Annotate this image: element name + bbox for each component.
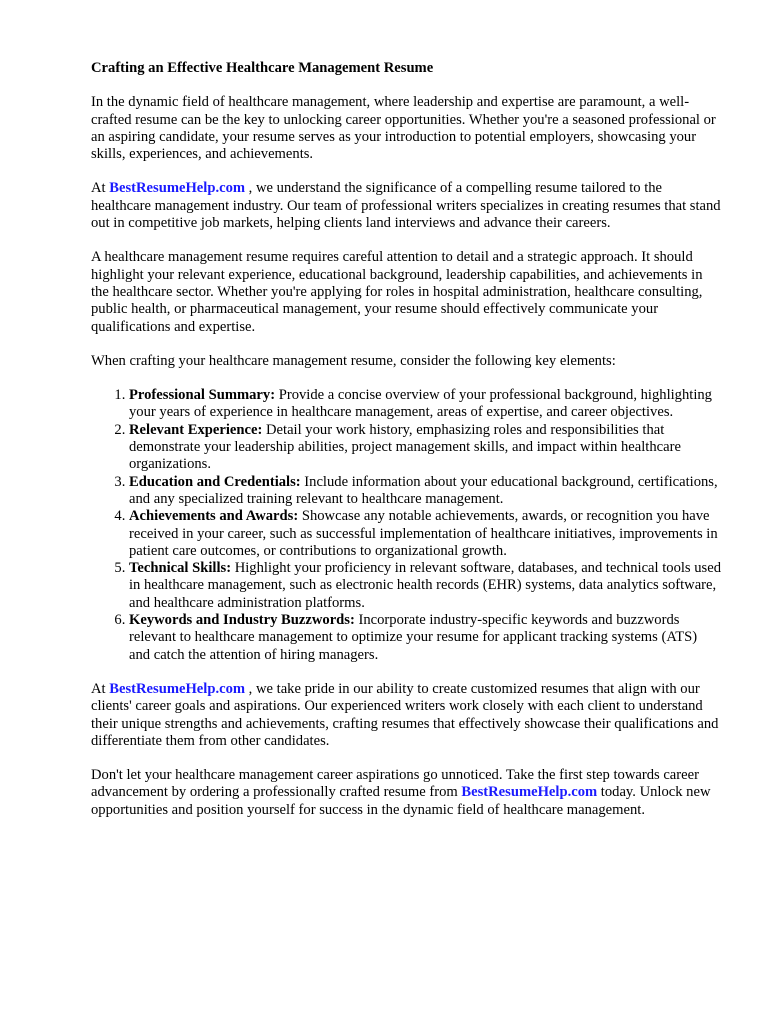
list-item-text: Showcase any notable achievements, awards, or recognition you have received in your career, such as successful implementation of healthcare initiatives, improvements in patient care outcomes, or contributions to organizational growth. (129, 508, 718, 559)
bestresumehelp-link[interactable]: BestResumeHelp.com (109, 180, 246, 197)
list-item-term: Education and Credentials: (129, 473, 301, 490)
list-item (129, 387, 721, 422)
list-item-term: Relevant Experience: (129, 421, 263, 438)
paragraph-closing (91, 767, 721, 819)
list-intro: When crafting your healthcare management resume, consider the following key elements: (91, 352, 616, 369)
list-item-term: Technical Skills: (129, 560, 232, 577)
list-item (129, 474, 721, 509)
paragraph-requirements: A healthcare management resume requires careful attention to detail and a strategic approach. It should highlight your relevant experience, educational background, leadership capabilities, and achievements in the healthcare sector. Whether you're applying for roles in hospital administration, healthcare consulting, public health, or pharmaceutical management, your resume should effectively communicate your qualifications and expertise. (91, 249, 703, 335)
bestresumehelp-link[interactable]: BestResumeHelp.com (109, 680, 246, 697)
list-item (129, 560, 721, 612)
paragraph-text: Don't let your healthcare management career aspirations go unnoticed. Take the first step towards career advancement by ordering a professionally crafted resume from (91, 767, 699, 801)
list-item (129, 508, 721, 560)
list-item-text: Incorporate industry-specific keywords and buzzwords relevant to healthcare management to optimize your resume for applicant tracking systems (ATS) and catch the attention of hiring managers. (129, 612, 698, 663)
paragraph-text: , we take pride in our ability to create customized resumes that align with our clients' career goals and aspirations. Our experienced writers work closely with each client to understand their unique strengths and achievements, crafting resumes that effectively showcase their qualifications and differentiate them from other candidates. (91, 680, 719, 749)
bestresumehelp-link[interactable]: BestResumeHelp.com (461, 784, 598, 801)
paragraph-prefix: At (91, 180, 110, 197)
list-item-text: Include information about your educational background, certifications, and any specialized training relevant to healthcare management. (129, 473, 718, 507)
paragraph-prefix: At (91, 680, 110, 697)
list-item (129, 422, 721, 474)
list-item-text: Provide a concise overview of your professional background, highlighting your years of experience in healthcare management, areas of expertise, and career objectives. (129, 387, 712, 421)
page-title: Crafting an Effective Healthcare Management Resume (91, 60, 434, 76)
list-item (129, 612, 721, 664)
list-item-term: Keywords and Industry Buzzwords: (129, 612, 355, 629)
list-item-text: Detail your work history, emphasizing roles and responsibilities that demonstrate your leadership abilities, project management skills, and impact within healthcare organizations. (129, 421, 681, 473)
paragraph-customized (91, 681, 721, 750)
paragraph-text: , we understand the significance of a compelling resume tailored to the healthcare management industry. Our team of professional writers specializes in creating resumes that stand out in competitive job markets, helping clients land interviews and advance their careers. (91, 180, 721, 232)
list-item-term: Achievements and Awards: (129, 508, 299, 525)
key-elements-list (91, 387, 721, 664)
intro-paragraph: In the dynamic field of healthcare management, where leadership and expertise are paramount, a well-crafted resume can be the key to unlocking career opportunities. Whether you're a seasoned professional or an aspiring candidate, your resume serves as your introduction to potential employers, showcasing your skills, experiences, and achievements. (91, 94, 716, 163)
paragraph-text: today. Unlock new opportunities and position yourself for success in the dynamic field of healthcare management. (91, 784, 711, 818)
list-item-text: Highlight your proficiency in relevant software, databases, and technical tools used in healthcare management, such as electronic health records (EHR) systems, data analytics software, and healthcare administration platforms. (129, 560, 722, 611)
paragraph-about (91, 180, 721, 232)
list-item-term: Professional Summary: (129, 387, 276, 404)
document-page (91, 60, 721, 836)
